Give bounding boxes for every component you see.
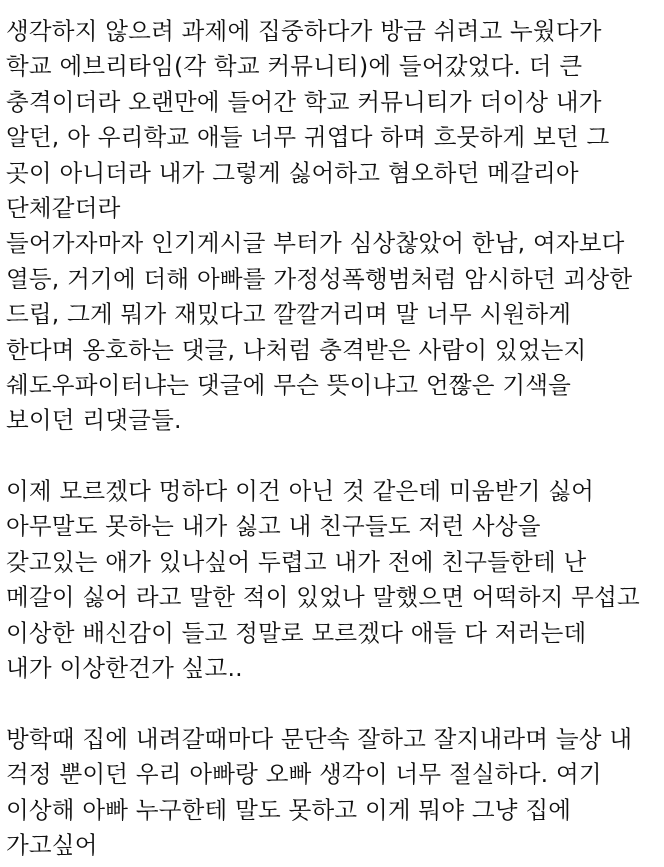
text-line: 한다며 옹호하는 댓글, 나처럼 충격받은 사람이 있었는지 (6, 335, 587, 364)
paragraph-gap (6, 686, 662, 721)
text-line: 걱정 뿐이던 우리 아빠랑 오빠 생각이 너무 절실하다. 여기 (6, 760, 602, 789)
paragraph-3 (6, 722, 662, 864)
paragraph-1 (6, 14, 662, 439)
text-line: 방학때 집에 내려갈때마다 문단속 잘하고 잘지내라며 늘상 내 (6, 724, 633, 753)
paragraph-2 (6, 474, 662, 686)
text-line: 생각하지 않으려 과제에 집중하다가 방금 쉬려고 누웠다가 (6, 17, 602, 45)
paragraph-gap (6, 439, 662, 474)
text-line: 이상해 아빠 누구한테 말도 못하고 이게 뭐야 그냥 집에 (6, 795, 572, 824)
text-line: 학교 에브리타임(각 학교 커뮤니티)에 들어갔었다. 더 큰 (6, 52, 583, 81)
text-line: 충격이더라 오랜만에 들어간 학교 커뮤니티가 더이상 내가 (6, 87, 602, 116)
document-body (6, 14, 662, 863)
text-line: 쉐도우파이터냐는 댓글에 무슨 뜻이냐고 언짢은 기색을 (6, 370, 572, 399)
text-line: 갖고있는 애가 있나싶어 두렵고 내가 전에 친구들한테 난 (6, 547, 587, 576)
text-line: 이제 모르겠다 멍하다 이건 아닌 것 같은데 미움받기 싫어 (6, 477, 595, 506)
text-line: 보이던 리댓글들. (6, 406, 182, 435)
text-line: 내가 이상한건가 싶고.. (6, 654, 243, 683)
text-line: 메갈이 싫어 라고 말한 적이 있었나 말했으면 어떡하지 무섭고 (6, 583, 640, 612)
text-line: 열등, 거기에 더해 아빠를 가정성폭행범처럼 암시하던 괴상한 (6, 264, 633, 293)
text-line: 곳이 아니더라 내가 그렇게 싫어하고 혐오하던 메갈리아 (6, 158, 579, 187)
text-line: 단체같더라 (6, 193, 121, 222)
text-line: 드립, 그게 뭐가 재밌다고 깔깔거리며 말 너무 시원하게 (6, 300, 572, 329)
text-line: 알던, 아 우리학교 애들 너무 귀엽다 하며 흐뭇하게 보던 그 (6, 123, 610, 152)
text-line: 가고싶어 (6, 830, 98, 859)
text-line: 들어가자마자 인기게시글 부터가 심상찮았어 한남, 여자보다 (6, 229, 625, 258)
text-line: 아무말도 못하는 내가 싫고 내 친구들도 저런 사상을 (6, 512, 541, 541)
text-line: 이상한 배신감이 들고 정말로 모르겠다 애들 다 저러는데 (6, 618, 587, 647)
